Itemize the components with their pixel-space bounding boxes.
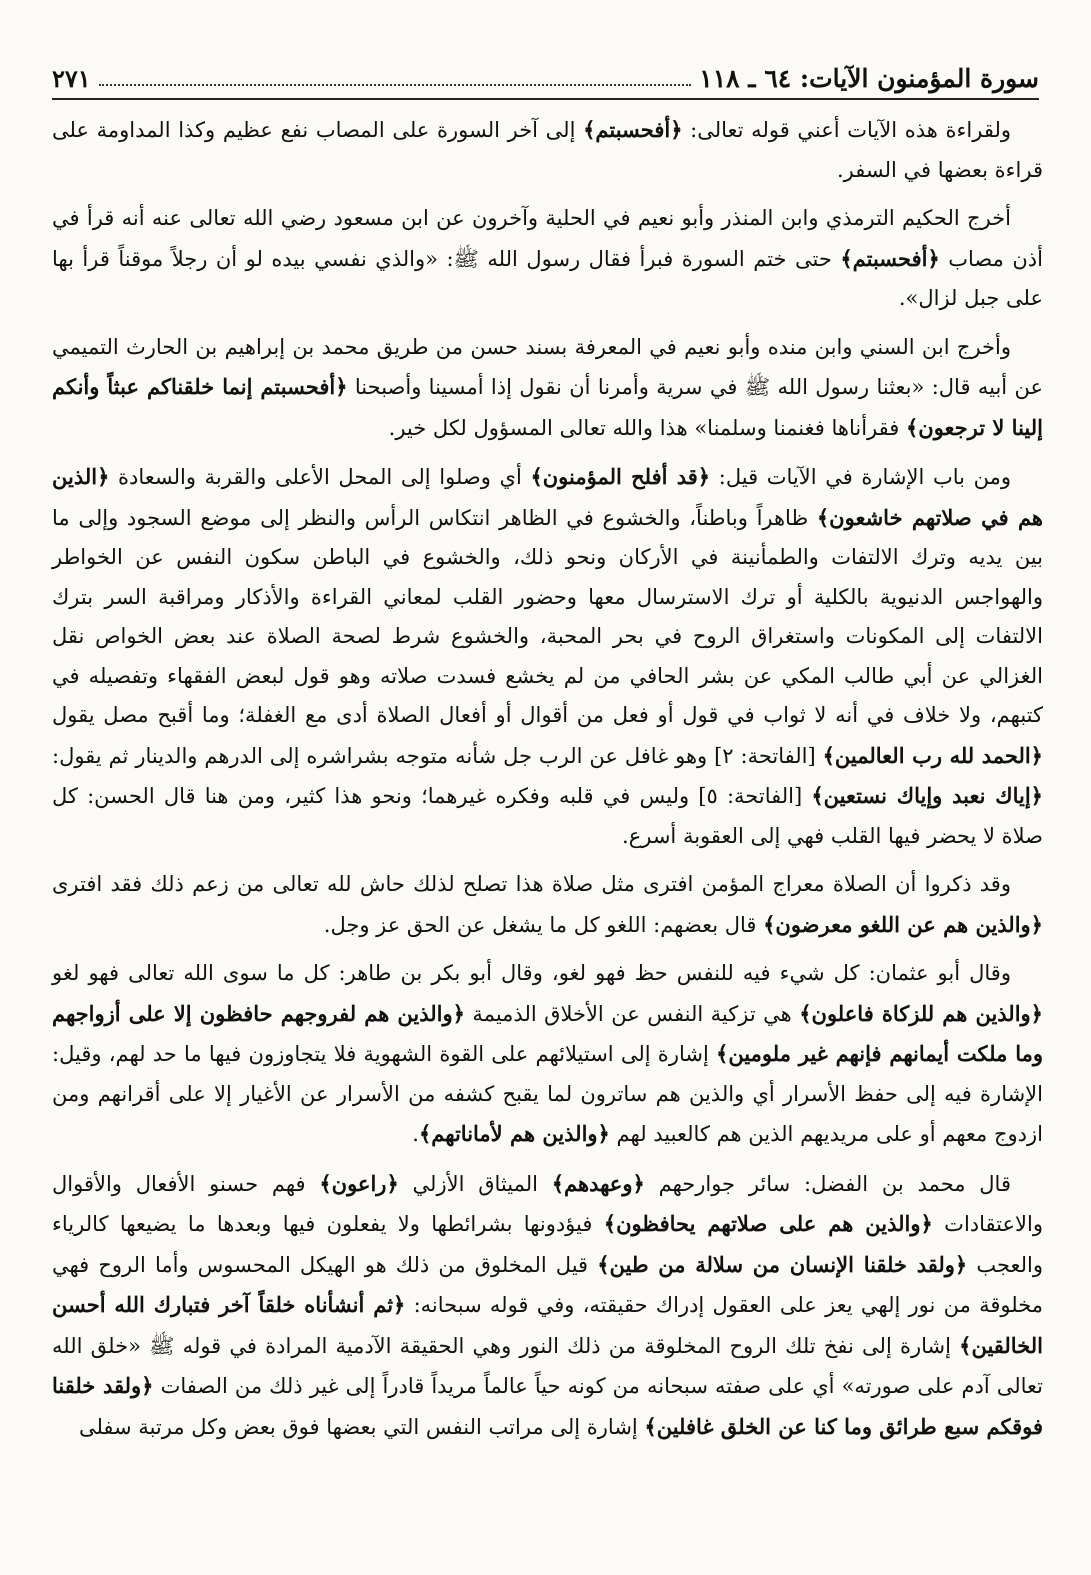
paragraph-7	[52, 1164, 1043, 1448]
quran-quote: ﴿أفحسبتم إنما خلقناكم عبثاً وأنكم إلينا لا ترجعون﴾	[52, 374, 1043, 440]
text-run: ولقراءة هذه الآيات أعني قوله تعالى:	[682, 118, 1011, 142]
paragraph-6	[52, 954, 1043, 1155]
quran-quote: ﴿وعهدهم﴾	[551, 1170, 645, 1196]
text-run: أخرج الحكيم الترمذي وابن المنذر وأبو نعيم في الحلية وآخرون عن ابن مسعود رضي الله تعالى عنه أنه قرأ في أذن مصاب	[52, 206, 1043, 271]
text-run: وقد ذكروا أن الصلاة معراج المؤمن افترى مثل صلاة هذا تصلح لذلك حاش لله تعالى من زعم ذلك فقد افترى	[52, 872, 1011, 896]
paragraph-4	[52, 457, 1043, 856]
text-run: [الفاتحة: ٥] وليس في قلبه وفكره غيرهما؛ ونحو هذا كثير، ومن هنا قال الحسن: كل صلاة لا يحضر فيها القلب فهي إلى العقوبة أسرع.	[52, 784, 1043, 848]
text-run: هي تزكية النفس عن الأخلاق الذميمة	[464, 1001, 800, 1026]
text-run: إشارة إلى مراتب النفس التي بعضها فوق بعض وكل مرتبة سفلى	[78, 1414, 645, 1439]
quran-quote: ﴿ثم أنشأناه خلقاً آخر فتبارك الله أحسن الخالقين﴾	[52, 1292, 1043, 1358]
text-run: أي وصلوا إلى المحل الأعلى والقربة والسعادة	[109, 465, 531, 489]
text-run: الميثاق الأزلي	[398, 1171, 552, 1196]
paragraph-3	[52, 328, 1043, 449]
text-run: حتى ختم السورة فبرأ فقال رسول الله ﷺ: «والذي نفسي بيده لو أن رجلاً موقناً قرأ بها على جبل لزال».	[52, 246, 1043, 310]
text-run: إشارة إلى نفخ تلك الروح المخلوقة من ذلك النور وهي الحقيقة الآدمية المرادة في قوله ﷺ «خلق الله تعالى آدم على صورته» أي على صفته سبحانه من كونه حياً عالماً مريداً قادراً إلى غير ذلك من الصفات	[52, 1333, 1044, 1398]
running-header	[52, 58, 1039, 100]
paragraph-1	[52, 110, 1043, 190]
text-run: إشارة إلى استيلائهم على القوة الشهوية فلا يتجاوزون فيها ما حد لهم، وقيل: الإشارة فيه إلى حفظ الأسرار أي والذين هم ساترون لما يقبح كشفه من الأسرار عن الأغيار إلا على أقرانهم ومن ازدوج معهم أو على مريديهم الذين هم كالعبيد لهم	[52, 1042, 1043, 1146]
quran-quote: ﴿ولقد خلقنا فوقكم سبع طرائق وما كنا عن الخلق غافلين﴾	[52, 1373, 1043, 1439]
quran-quote: ﴿إياك نعبد وإياك نستعين﴾	[811, 783, 1043, 808]
quran-quote: ﴿الحمد لله رب العالمين﴾	[822, 742, 1043, 768]
text-run: فقرأناها فغنمنا وسلمنا» هذا والله تعالى المسؤول لكل خير.	[388, 415, 906, 440]
paragraph-5	[52, 865, 1043, 945]
surah-title: سورة المؤمنون الآيات: ٦٤ ـ ١١٨	[699, 63, 1039, 93]
quran-quote: ﴿قد أفلح المؤمنون﴾	[530, 464, 711, 489]
quran-quote: ﴿والذين هم لأماناتهم﴾	[418, 1121, 610, 1146]
text-run: .	[412, 1122, 419, 1146]
body-text	[52, 110, 1043, 1456]
quran-quote: ﴿الذين هم في صلاتهم خاشعون﴾	[52, 464, 1043, 530]
text-run: قال بعضهم: اللغو كل ما يشغل عن الحق عز وجل.	[323, 912, 764, 937]
text-run: وقال أبو عثمان: كل شيء فيه للنفس حظ فهو لغو، وقال أبو بكر بن طاهر: كل ما سوى الله تعالى فهو لغو	[52, 961, 1011, 985]
text-run: قيل المخلوق من ذلك هو الهيكل المحسوس وأما الروح فهي مخلوقة من نور إلهي يعز على العقول إدراك حقيقته، وفي قوله سبحانه:	[52, 1252, 1043, 1317]
quran-quote: ﴿راعون﴾	[319, 1170, 399, 1196]
text-run: [الفاتحة: ٢] وهو غافل عن الرب جل شأنه متوجه بشراشره إلى الدرهم والدينار ثم يقول:	[52, 743, 823, 768]
text-run: قال محمد بن الفضل: سائر جوارحهم	[644, 1171, 1011, 1196]
quran-quote: ﴿ولقد خلقنا الإنسان من سلالة من طين﴾	[597, 1251, 968, 1277]
text-run: وأخرج ابن السني وابن منده وأبو نعيم في المعرفة بسند حسن من طريق محمد بن إبراهيم بن الحارث التميمي عن أبيه قال: «بعثنا رسول الله ﷺ في سرية وأمرنا أن نقول إذا أمسينا وأصبحنا	[52, 334, 1043, 399]
header-dot-leader	[99, 70, 692, 86]
quran-quote: ﴿والذين هم عن اللغو معرضون﴾	[763, 911, 1043, 937]
paragraph-2	[52, 199, 1043, 319]
text-run: إلى آخر السورة على المصاب نفع عظيم وكذا المداومة على قراءة بعضها في السفر.	[52, 118, 1043, 182]
text-run: فيؤدونها بشرائطها ولا يفعلون فيها وبعدها ما يضيعها كالرياء والعجب	[52, 1212, 1044, 1277]
quran-quote: ﴿والذين هم على صلاتهم يحافظون﴾	[603, 1211, 933, 1236]
quran-quote: ﴿أفحسبتم﴾	[840, 245, 940, 271]
text-run: ومن باب الإشارة في الآيات قيل:	[710, 465, 1012, 489]
page-number: ٢٧١	[52, 63, 91, 93]
text-run: فهم حسنو الأفعال والأقوال والاعتقادات	[52, 1171, 1043, 1236]
text-run: ظاهراً وباطناً، والخشوع في الظاهر انتكاس الرأس والنظر إلى موضع السجود وإلى ما بين يديه وترك الالتفات والطمأنينة في الأركان ونحو ذلك، والخشوع في الباطن سكون النفس عن الخواطر والهواجس الدنيوية بالكلية أو ترك الاسترسال معها وحضور القلب لمعاني القراءة والأذكار ومراقبة السر بترك الالتفات إلى المكونات واستغراق الروح في بحر المحبة، والخشوع شرط لصحة الصلاة عند بعض الخواص نقل الغزالي عن أبي طالب المكي عن بشر الحافي من لم يخشع فسدت صلاته وهو قول لبعض الفقهاء وتفصيله في كتبهم، ولا خلاف في أنه لا ثواب في قول أو فعل من أقوال أو أفعال الصلاة أدى مع الغفلة؛ وما أقبح مصل يقول	[52, 505, 1043, 727]
quran-quote: ﴿والذين هم لفروجهم حافظون إلا على أزواجهم وما ملكت أيمانهم فإنهم غير ملومين﴾	[52, 1000, 1043, 1066]
quran-quote: ﴿والذين هم للزكاة فاعلون﴾	[799, 1000, 1043, 1026]
quran-quote: ﴿أفحسبتم﴾	[583, 117, 683, 142]
